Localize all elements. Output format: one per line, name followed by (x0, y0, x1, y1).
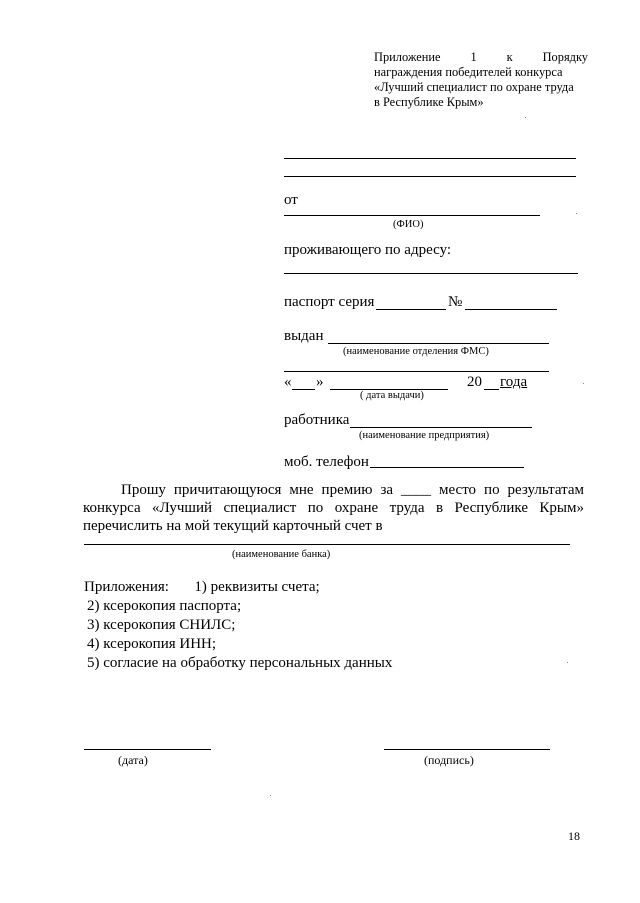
appendix-line-1 (374, 50, 588, 65)
page-number: 18 (568, 829, 580, 843)
enterprise-caption: (наименование предприятия) (359, 430, 490, 441)
employee-line[interactable] (350, 427, 532, 428)
fio-caption: (ФИО) (393, 219, 424, 230)
date-day-line[interactable] (292, 389, 315, 390)
fms-caption: (наименование отделения ФМС) (343, 346, 489, 357)
signature-caption: (подпись) (424, 753, 474, 767)
year-line[interactable] (484, 389, 499, 390)
appendix-word: 1 (470, 50, 477, 64)
from-label: от (284, 192, 298, 208)
addressee-line-2[interactable] (284, 176, 576, 177)
address-line[interactable] (284, 273, 578, 274)
passport-number-line[interactable] (465, 309, 557, 310)
issued-line-2[interactable] (284, 371, 549, 372)
appendix-word: Порядку (542, 50, 588, 64)
phone-line[interactable] (370, 467, 524, 468)
date-signature-line[interactable] (84, 749, 211, 750)
bank-line[interactable] (84, 544, 570, 545)
scan-speck (270, 795, 271, 796)
year-suffix: года (500, 374, 528, 390)
attachment-item: 5) согласие на обработку персональных данных (87, 655, 393, 671)
attachment-item: 4) ксерокопия ИНН; (87, 636, 217, 652)
appendix-line-2: награждения победителей конкурса (374, 65, 563, 79)
scan-speck (525, 117, 526, 118)
year-prefix: 20 (467, 374, 482, 390)
address-label: проживающего по адресу: (284, 242, 452, 258)
appendix-word: к (506, 50, 513, 64)
issue-date-caption: ( дата выдачи) (360, 390, 424, 401)
phone-label: моб. телефон (284, 454, 369, 470)
attachments-row (84, 578, 392, 597)
passport-number-label: № (448, 294, 463, 310)
bank-caption: (наименование банка) (232, 549, 331, 560)
attachment-item: 2) ксерокопия паспорта; (87, 598, 242, 614)
passport-series-label: паспорт серия (284, 294, 375, 310)
appendix-word: Приложение (374, 50, 441, 64)
addressee-line-1[interactable] (284, 158, 576, 159)
passport-series-line[interactable] (376, 309, 446, 310)
appendix-line-4: в Республике Крым» (374, 95, 484, 109)
scan-speck (583, 383, 584, 384)
signature-line[interactable] (384, 749, 550, 750)
date-close-quote: » (316, 374, 324, 390)
request-text: Прошу причитающуюся мне премию за ____ место по результатам конкурса «Лучший специалист по охране труда в Республике Крым» перечислить на мой текущий карточный счет в (83, 482, 584, 534)
attachment-item: 1) реквизиты счета; (194, 579, 320, 595)
attachments-label: Приложения: (84, 579, 169, 595)
date-caption: (дата) (118, 753, 148, 767)
fio-line[interactable] (284, 215, 540, 216)
appendix-header (374, 50, 588, 110)
issued-line[interactable] (328, 343, 549, 344)
attachments-list (84, 578, 392, 673)
date-open-quote: « (284, 374, 292, 390)
appendix-line-3: «Лучший специалист по охране труда (374, 80, 574, 94)
employee-label: работника (284, 412, 350, 428)
issued-label: выдан (284, 328, 324, 344)
attachment-item: 3) ксерокопия СНИЛС; (87, 617, 236, 633)
request-paragraph (83, 481, 584, 535)
scan-speck (567, 662, 568, 663)
scan-speck (576, 213, 577, 214)
